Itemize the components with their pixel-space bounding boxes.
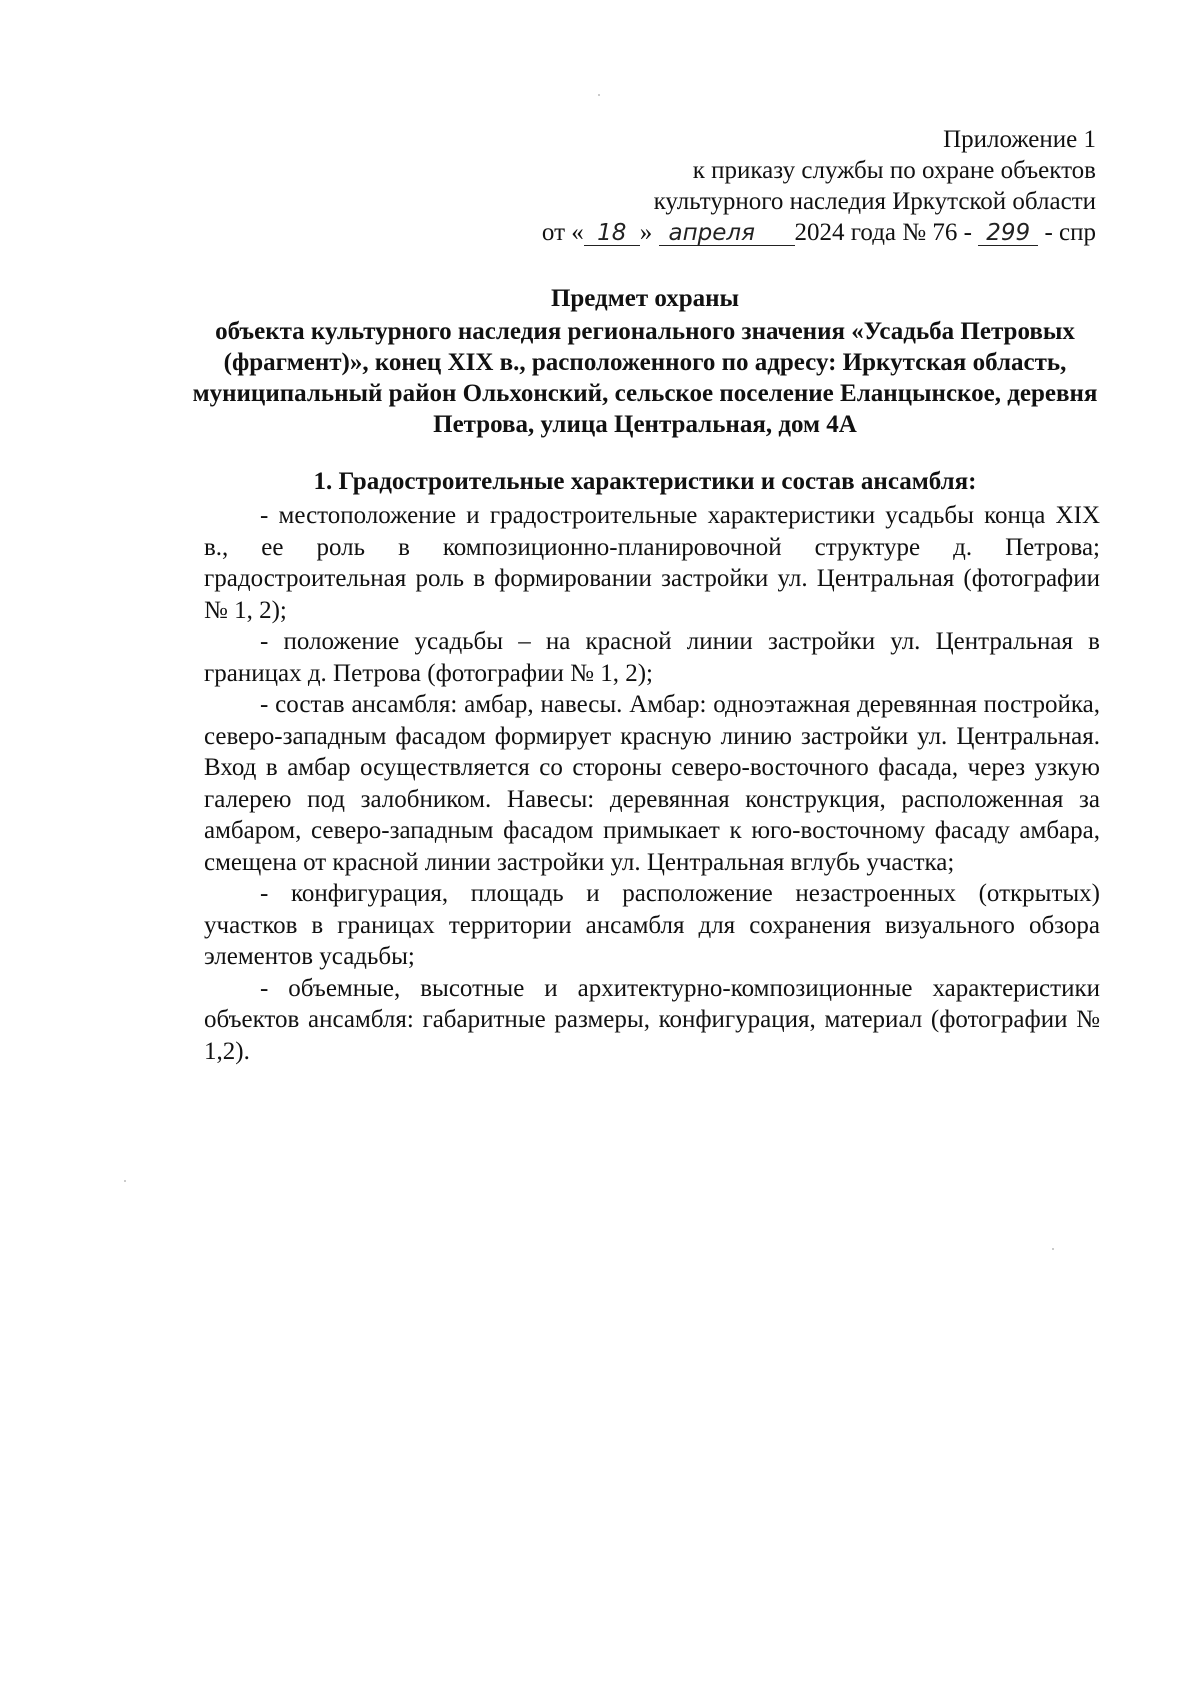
order-suffix: - спр <box>1044 219 1096 246</box>
section-heading: 1. Градостроительные характеристики и состав ансамбля: <box>313 468 977 495</box>
title-main: Предмет охраны <box>550 285 740 312</box>
paragraph: - конфигурация, площадь и расположение незастроенных (открытых) участков в границах территории ансамбля для сохранения визуального обзора элементов усадьбы; <box>204 880 1100 970</box>
scan-speck <box>1052 1248 1054 1250</box>
appendix-header <box>542 124 1096 248</box>
title-object-description: объекта культурного наследия регионального значения «Усадьба Петровых (фрагмент)», конец XIX в., расположенного по адресу: Иркутская область, муниципальный район Ольхонский, сельское поселение Еланцынское, деревня Петрова, улица Центральная, дом 4А <box>192 318 1098 438</box>
order-reference-line: к приказу службы по охране объектов <box>692 157 1096 184</box>
paragraph: - положение усадьбы – на красной линии застройки ул. Центральная в границах д. Петрова (фотографии № 1, 2); <box>204 628 1100 687</box>
scan-speck <box>598 94 600 96</box>
order-year-text: 2024 года № 76 - <box>794 219 972 246</box>
order-date-line <box>542 217 1096 248</box>
handwritten-day: 18 <box>584 221 640 246</box>
handwritten-order-number: 299 <box>978 221 1038 246</box>
handwritten-month: апреля <box>659 221 795 246</box>
service-name-line: культурного наследия Иркутской области <box>653 188 1096 215</box>
paragraph: - местоположение и градостроительные характеристики усадьбы конца XIX в., ее роль в композиционно-планировочной структуре д. Петрова; градостроительная роль в формировании застройки ул. Центральная (фотографии № 1, 2); <box>204 502 1100 624</box>
document-title <box>190 283 1100 440</box>
date-quote-close: » <box>639 219 653 246</box>
appendix-label: Приложение 1 <box>943 126 1096 153</box>
date-prefix: от « <box>541 219 584 246</box>
scan-speck <box>124 1180 126 1182</box>
paragraph: - объемные, высотные и архитектурно-композиционные характеристики объектов ансамбля: габаритные размеры, конфигурация, материал (фотографии № 1,2). <box>204 974 1100 1065</box>
section-body <box>204 500 1100 1067</box>
paragraph: - состав ансамбля: амбар, навесы. Амбар: одноэтажная деревянная постройка, северо-западным фасадом формирует красную линию застройки ул. Центральная. Вход в амбар осуществляется со стороны северо-восточного фасада, через узкую галерею под залобником. Навесы: деревянная конструкция, расположенная за амбаром, северо-западным фасадом примыкает к юго-восточному фасаду амбара, смещена от красной линии застройки ул. Центральная вглубь участка; <box>204 691 1100 876</box>
